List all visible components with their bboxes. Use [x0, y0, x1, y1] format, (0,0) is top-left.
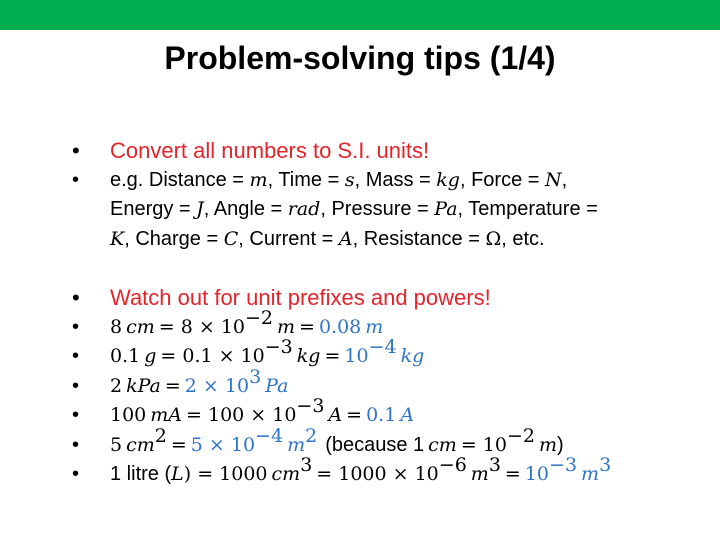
text-span: ) [557, 433, 564, 456]
exponent: 3 [249, 365, 262, 388]
section-heading: Convert all numbers to S.I. units! [110, 138, 430, 163]
exponent: −6 [438, 454, 467, 476]
unit-symbol: cm [126, 433, 155, 456]
list-item [72, 336, 672, 372]
exponent: −3 [549, 454, 578, 476]
equals: = [346, 404, 363, 426]
list-item [72, 424, 672, 461]
result-value: 2 × 10 [184, 374, 250, 397]
unit-symbol: A [338, 227, 353, 250]
exponent: −2 [506, 424, 535, 447]
exponent: −3 [296, 395, 325, 417]
text-span: (because 1 [325, 433, 425, 456]
exponent: −4 [368, 336, 397, 358]
unit-symbol: m [470, 463, 489, 485]
list-item [72, 365, 672, 402]
unit-symbol: kPa [126, 374, 161, 397]
unit-symbol: cm [428, 433, 457, 456]
exponent: −3 [264, 336, 293, 358]
number: 5 [110, 433, 123, 456]
unit-symbol: mA [150, 404, 183, 426]
exponent: −4 [255, 424, 284, 447]
expression: = 8 × 10 [158, 315, 245, 338]
unit-symbol: K [110, 227, 125, 250]
unit-symbol: N [545, 168, 562, 191]
unit-symbol: cm [271, 463, 301, 485]
unit-symbol: L [171, 463, 184, 485]
result-value: 0.08 [318, 315, 362, 338]
bullet: • [72, 463, 80, 485]
list-item [72, 166, 672, 196]
list-item [72, 283, 672, 313]
equals: = [504, 463, 521, 485]
expression: = 1000 × 10 [316, 463, 439, 485]
text-span: , etc. [501, 227, 545, 250]
exponent: 2 [154, 424, 167, 447]
text-span: e.g. Distance = [110, 168, 250, 191]
bullet: • [72, 374, 80, 397]
section-heading: Watch out for unit prefixes and powers! [110, 285, 491, 310]
text-span: , Force = [459, 168, 545, 191]
unit-symbol: J [196, 198, 204, 220]
result-unit: Pa [265, 374, 289, 397]
unit-symbol: m [249, 168, 268, 191]
exponent: 3 [488, 454, 501, 476]
number: 100 [110, 404, 147, 426]
unit-symbol: m [538, 433, 558, 456]
unit-symbol: Ω [485, 227, 502, 250]
text-span: , Current = [238, 227, 339, 250]
text-span: , Time = [267, 168, 345, 191]
text-span: , Pressure = [320, 198, 435, 220]
exponent: 2 [305, 424, 318, 447]
equals: = [299, 315, 315, 338]
text-span: 1 litre ( [110, 463, 172, 485]
bullet: • [72, 168, 80, 191]
unit-symbol: Pa [434, 198, 458, 220]
text-span: Energy = [110, 198, 197, 220]
unit-symbol: m [277, 315, 296, 338]
unit-symbol: A [328, 404, 343, 426]
result-value: 0.1 [366, 404, 397, 426]
result-unit: m [581, 463, 600, 485]
bullet: • [72, 404, 80, 426]
slide-content [72, 136, 672, 490]
unit-symbol: kg [296, 345, 321, 367]
exponent: 3 [599, 454, 612, 476]
expression: = 0.1 × 10 [160, 345, 265, 367]
unit-symbol: kg [436, 168, 460, 191]
result-unit: A [400, 404, 415, 426]
result-value: 10 [524, 463, 550, 485]
text-span: , Mass = [354, 168, 437, 191]
unit-symbol: g [144, 345, 157, 367]
exponent: −2 [245, 306, 274, 329]
expression: = 100 × 10 [186, 404, 297, 426]
text-span: , Temperature = [457, 198, 598, 220]
bullet: • [72, 315, 80, 338]
number: 0.1 [110, 345, 141, 367]
text-span: , Angle = [203, 198, 288, 220]
expression: ) = 1000 [183, 463, 268, 485]
equals: = [324, 345, 341, 367]
bullet: • [72, 433, 80, 456]
result-value: 5 × 10 [190, 433, 256, 456]
number: 2 [110, 374, 123, 397]
equals: = [164, 374, 181, 397]
unit-symbol: C [223, 227, 239, 250]
unit-symbol: rad [287, 198, 321, 220]
unit-symbol: s [344, 168, 355, 191]
slide-title: Problem-solving tips (1/4) [164, 40, 556, 76]
text-span: , [561, 168, 568, 191]
bullet: • [72, 285, 80, 310]
list-item [72, 136, 672, 166]
result-unit: m [365, 315, 384, 338]
text-span: , Charge = [124, 227, 224, 250]
expression: = 10 [460, 433, 507, 456]
bullet: • [72, 345, 80, 367]
equals: = [170, 433, 187, 456]
result-unit: kg [400, 345, 425, 367]
bullet: • [72, 138, 80, 163]
list-item-continuation [72, 225, 672, 255]
unit-symbol: cm [126, 315, 155, 338]
number: 8 [110, 315, 123, 338]
text-span: , Resistance = [352, 227, 486, 250]
exponent: 3 [300, 454, 313, 476]
result-unit: m [287, 433, 306, 456]
result-value: 10 [344, 345, 369, 367]
list-item-continuation [72, 195, 672, 225]
spacer [72, 254, 672, 283]
list-item [72, 454, 672, 490]
top-accent-bar [0, 0, 720, 30]
